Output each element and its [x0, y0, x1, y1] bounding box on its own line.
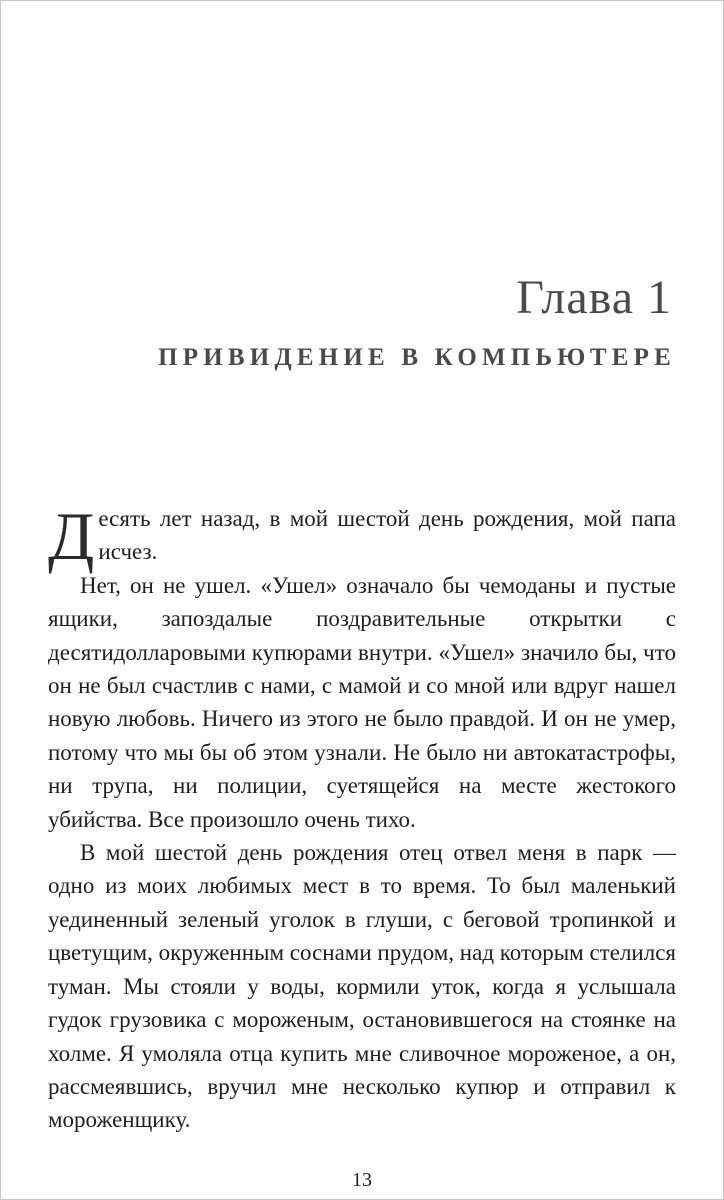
drop-cap: Д	[48, 498, 95, 574]
chapter-title: ПРИВИДЕНИЕ В КОМПЬЮТЕРЕ	[158, 344, 676, 371]
page-number: 13	[352, 1169, 372, 1191]
paragraph-2: Нет, он не ушел. «Ушел» означало бы чемоданы и пустые ящики, запоздалые поздравительные открытки с десятидолларовыми купюрами внутри. «Ушел» значило бы, что он не был счастлив с нами, с мамой и со мной или вдруг нашел новую любовь. Ничего из этого не было правдой. И он не умер, потому что мы бы об этом узнали. Не было ни автокатастрофы, ни трупа, ни полиции, суетящейся на месте жестокого убийства. Все произошло очень тихо.	[48, 572, 676, 832]
chapter-number: Глава 1	[516, 271, 672, 324]
paragraph-1-text: есять лет назад, в мой шестой день рождения, мой папа исчез.	[98, 506, 676, 565]
paragraph-1	[48, 498, 676, 574]
paragraph-3: В мой шестой день рождения отец отвел меня в парк — одно из моих любимых мест в то время. То был маленький уединенный зеленый уголок в глуши, с беговой тропинкой и цветущим, окруженным соснами прудом, над которым стелился туман. Мы стояли у воды, кормили уток, когда я услышала гудок грузовика с мороженым, остановившегося на стоянке на холме. Я умоляла отца купить мне сливочное мороженое, а он, рассмеявшись, вручил мне несколько купюр и отправил к мороженщику.	[48, 840, 676, 1133]
chapter-body	[48, 498, 676, 1137]
